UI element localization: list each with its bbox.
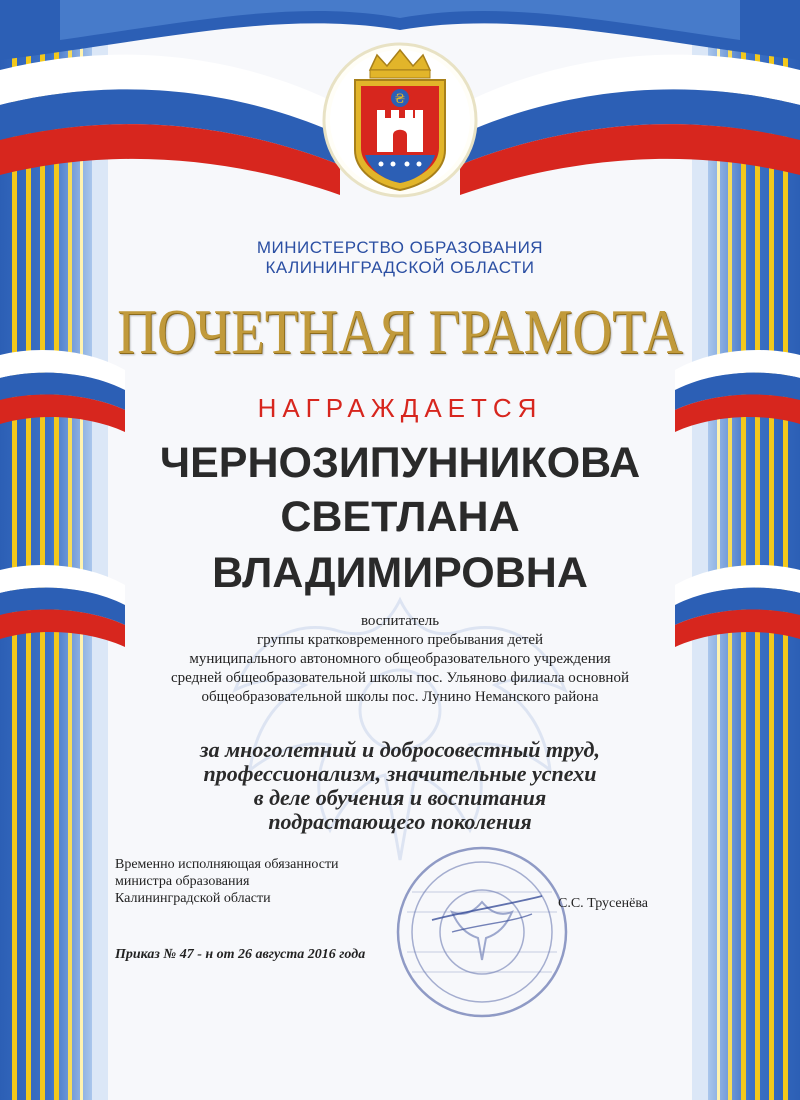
signatory-line: Калининградской области: [115, 891, 271, 906]
signer-name: С.С. Трусенёва: [558, 896, 648, 911]
merit-statement: [0, 738, 800, 834]
awarded-label: НАГРАЖДАЕТСЯ: [257, 393, 543, 423]
svg-text:₴: ₴: [394, 92, 406, 107]
ministry-header: [0, 238, 800, 278]
signatory-line: Временно исполняющая обязанности: [115, 857, 339, 872]
official-seal-icon: [392, 842, 572, 1022]
position-description: [0, 612, 800, 707]
merit-line: подрастающего поколения: [268, 809, 532, 834]
recipient-surname: ЧЕРНОЗИПУННИКОВА: [159, 439, 641, 487]
ministry-line-1: МИНИСТЕРСТВО ОБРАЗОВАНИЯ: [256, 238, 544, 257]
position-line: общеобразовательной школы пос. Лунино Неманского района: [201, 689, 599, 705]
ministry-line-2: КАЛИНИНГРАДСКОЙ ОБЛАСТИ: [265, 258, 535, 277]
merit-line: в деле обучения и воспитания: [253, 785, 547, 810]
recipient-name: СВЕТЛАНА: [280, 493, 520, 541]
signatory-block: [115, 856, 339, 907]
order-reference: Приказ № 47 - н от 26 августа 2016 года: [115, 947, 366, 962]
position-line: группы кратковременного пребывания детей: [256, 632, 544, 648]
position-line: средней общеобразовательной школы пос. Ульяново филиала основной: [171, 670, 629, 686]
certificate-title: ПОЧЕТНАЯ ГРАМОТА: [117, 296, 683, 367]
eagle-watermark-icon: [215, 560, 585, 890]
signatory-line: министра образования: [115, 874, 250, 889]
recipient-patronymic: ВЛАДИМИРОВНА: [212, 549, 588, 597]
position-line: воспитатель: [360, 613, 440, 629]
position-line: муниципального автономного общеобразовательного учреждения: [189, 651, 611, 667]
kaliningrad-coat-of-arms-icon: [315, 40, 485, 200]
merit-line: профессионализм, значительные успехи: [203, 761, 597, 786]
merit-line: за многолетний и добросовестный труд,: [200, 737, 600, 762]
